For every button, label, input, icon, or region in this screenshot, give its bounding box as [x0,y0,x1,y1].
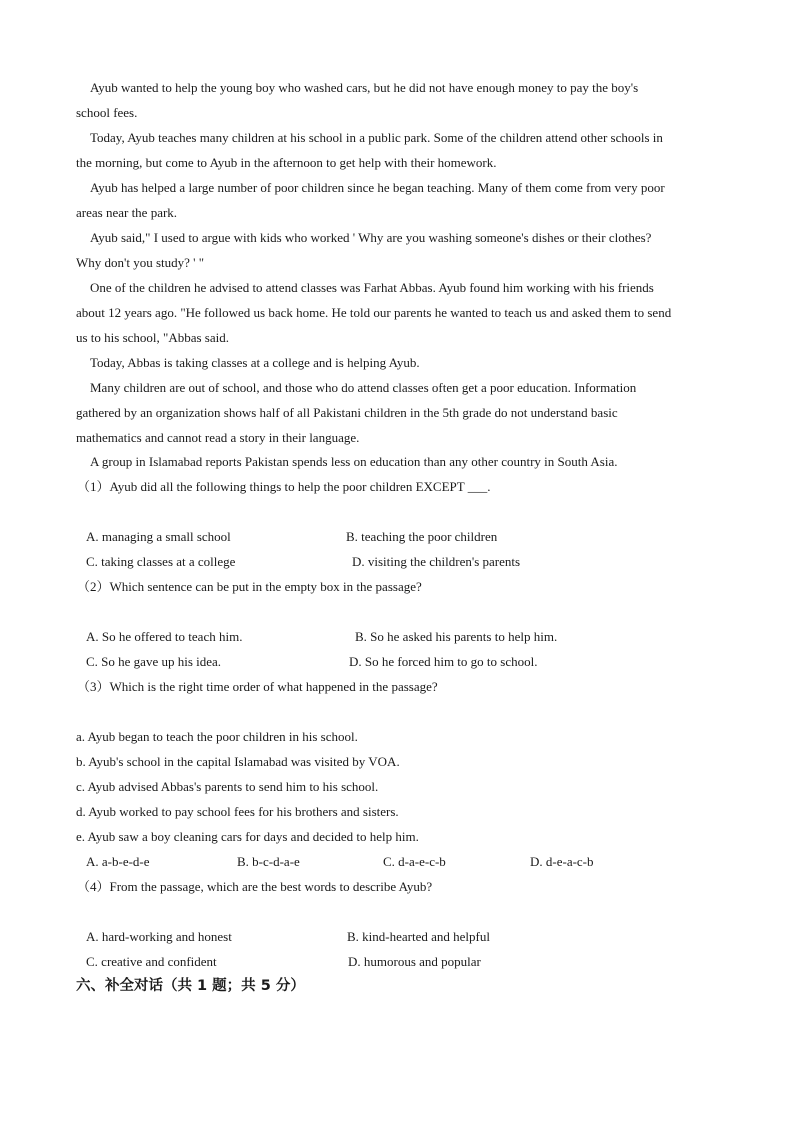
passage-line: Today, Abbas is taking classes at a college and is helping Ayub. [90,355,420,370]
question-2-stem: （2）Which sentence can be put in the empty box in the passage? [77,579,422,594]
passage-line: gathered by an organization shows half of all Pakistani children in the 5th grade do not understand basic [76,405,618,420]
passage-line: school fees. [76,105,138,120]
passage-line: Ayub said," I used to argue with kids who worked ' Why are you washing someone's dishes or their clothes? [90,230,652,245]
q3-event-a: a. Ayub began to teach the poor children in his school. [76,729,358,744]
passage-line: the morning, but come to Ayub in the afternoon to get help with their homework. [76,155,497,170]
q3-option-b[interactable]: B. b-c-d-a-e [237,854,300,869]
passage-line: One of the children he advised to attend classes was Farhat Abbas. Ayub found him working with his friends [90,280,654,295]
q4-option-a[interactable]: A. hard-working and honest [86,929,232,944]
q3-event-d: d. Ayub worked to pay school fees for his brothers and sisters. [76,804,399,819]
q4-option-b[interactable]: B. kind-hearted and helpful [347,929,490,944]
question-1-stem: （1）Ayub did all the following things to help the poor children EXCEPT ___. [77,479,491,494]
passage-line: Ayub has helped a large number of poor children since he began teaching. Many of them come from very poor [90,180,665,195]
q3-option-a[interactable]: A. a-b-e-d-e [86,854,150,869]
q1-option-d[interactable]: D. visiting the children's parents [352,554,521,569]
q2-option-c[interactable]: C. So he gave up his idea. [86,654,222,669]
passage-line: about 12 years ago. "He followed us back home. He told our parents he wanted to teach us and asked them to send [76,305,672,320]
q3-event-e: e. Ayub saw a boy cleaning cars for days and decided to help him. [76,829,419,844]
q2-option-b[interactable]: B. So he asked his parents to help him. [355,629,558,644]
passage-line: Today, Ayub teaches many children at his school in a public park. Some of the children attend other schools in [90,130,663,145]
question-3-stem: （3）Which is the right time order of what happened in the passage? [77,679,438,694]
q1-option-b[interactable]: B. teaching the poor children [346,529,498,544]
passage-line: Ayub wanted to help the young boy who washed cars, but he did not have enough money to pay the boy's [90,80,639,95]
section-heading: 六、补全对话（共 1 题；共 5 分） [76,978,305,994]
passage-line: us to his school, "Abbas said. [76,330,229,345]
passage-line: A group in Islamabad reports Pakistan spends less on education than any other country in South Asia. [90,454,618,469]
passage-line: Many children are out of school, and those who do attend classes often get a poor education. Information [90,380,637,395]
passage-line: areas near the park. [76,205,178,220]
passage-line: mathematics and cannot read a story in their language. [76,430,360,445]
passage-line: Why don't you study? ' " [76,255,205,270]
q3-option-d[interactable]: D. d-e-a-c-b [530,854,594,869]
q3-event-c: c. Ayub advised Abbas's parents to send him to his school. [76,779,379,794]
q1-option-c[interactable]: C. taking classes at a college [86,554,236,569]
q1-option-a[interactable]: A. managing a small school [86,529,231,544]
q4-option-d[interactable]: D. humorous and popular [348,954,481,969]
q2-option-a[interactable]: A. So he offered to teach him. [86,629,243,644]
q4-option-c[interactable]: C. creative and confident [86,954,217,969]
q3-option-c[interactable]: C. d-a-e-c-b [383,854,446,869]
q2-option-d[interactable]: D. So he forced him to go to school. [349,654,538,669]
q3-event-b: b. Ayub's school in the capital Islamabad was visited by VOA. [76,754,400,769]
question-4-stem: （4）From the passage, which are the best words to describe Ayub? [77,879,433,894]
